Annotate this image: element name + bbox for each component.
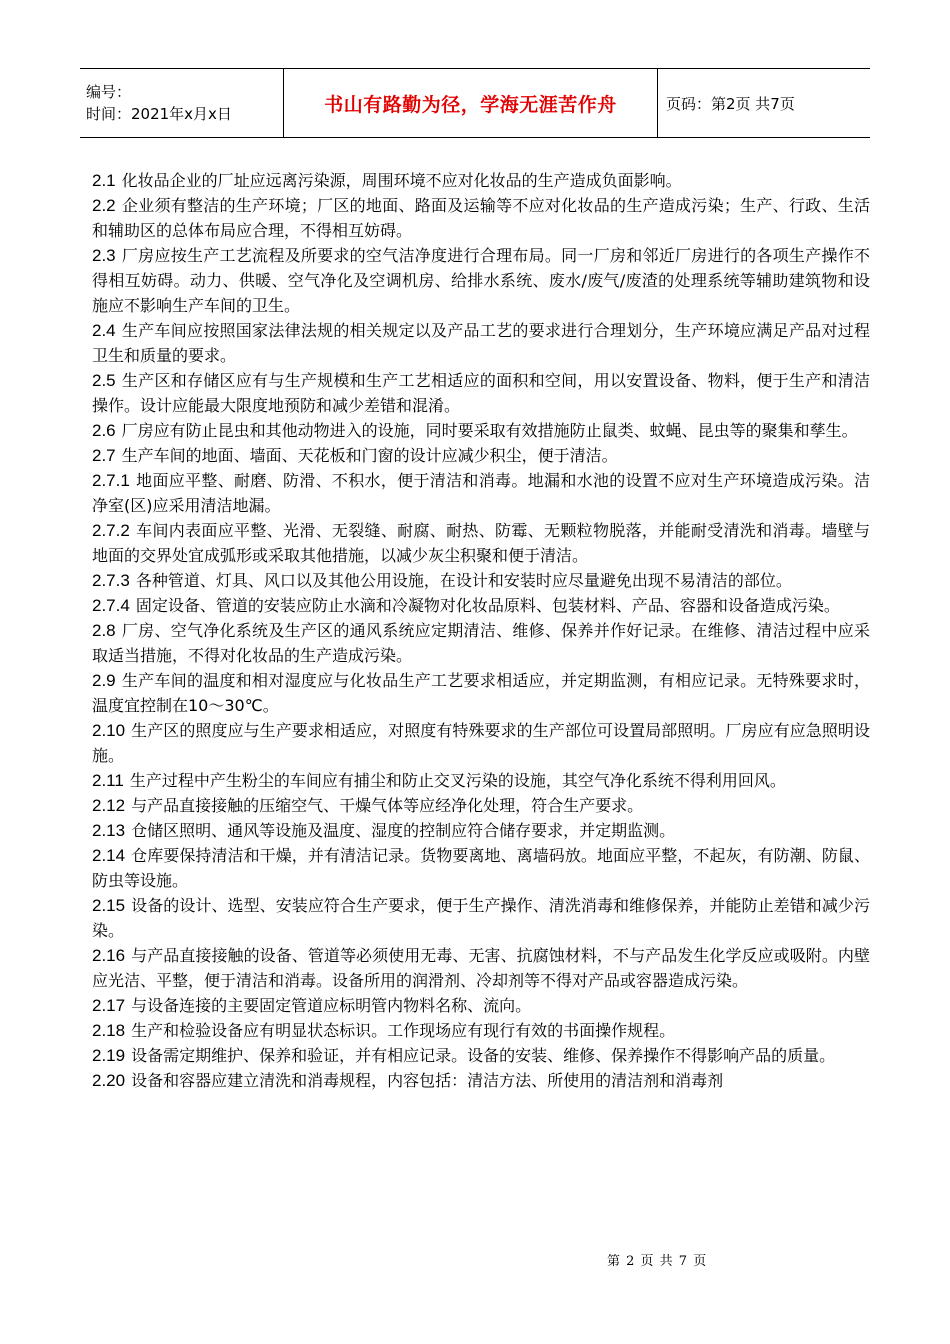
clause bbox=[92, 418, 870, 443]
clause-text: 厂房、空气净化系统及生产区的通风系统应定期清洁、维修、保养并作好记录。在维修、清洁过程中应采取适当措施，不得对化妆品的生产造成污染。 bbox=[92, 621, 870, 665]
clause-number: 2.10 bbox=[92, 721, 126, 740]
clause-text: 化妆品企业的厂址应远离污染源，周围环境不应对化妆品的生产造成负面影响。 bbox=[121, 171, 682, 190]
clause-number: 2.18 bbox=[92, 1021, 126, 1040]
clause-number: 2.8 bbox=[92, 621, 116, 640]
clause-text: 生产区和存储区应有与生产规模和生产工艺相适应的面积和空间，用以安置设备、物料，便于生产和清洁操作。设计应能最大限度地预防和减少差错和混淆。 bbox=[92, 371, 870, 415]
clause-number: 2.1 bbox=[92, 171, 116, 190]
clause-number: 2.2 bbox=[92, 196, 116, 215]
page-header bbox=[80, 68, 870, 138]
clause-number: 2.4 bbox=[92, 321, 116, 340]
clause-number: 2.19 bbox=[92, 1046, 126, 1065]
clause-text: 生产和检验设备应有明显状态标识。工作现场应有现行有效的书面操作规程。 bbox=[131, 1021, 676, 1040]
clause-number: 2.7.3 bbox=[92, 571, 130, 590]
clause bbox=[92, 718, 870, 768]
clause bbox=[92, 193, 870, 243]
clause-number: 2.3 bbox=[92, 246, 116, 265]
clause bbox=[92, 793, 870, 818]
clause-text: 车间内表面应平整、光滑、无裂缝、耐腐、耐热、防霉、无颗粒物脱落，并能耐受清洗和消毒。墙壁与地面的交界处宜成弧形或采取其他措施，以减少灰尘积聚和便于清洁。 bbox=[92, 521, 870, 565]
document-body bbox=[92, 168, 870, 1093]
clause bbox=[92, 993, 870, 1018]
clause-text: 厂房应有防止昆虫和其他动物进入的设施，同时要采取有效措施防止鼠类、蚊蝇、昆虫等的聚集和孳生。 bbox=[121, 421, 858, 440]
clause-number: 2.17 bbox=[92, 996, 126, 1015]
header-page-cell bbox=[658, 69, 870, 137]
clause-text: 设备和容器应建立清洗和消毒规程，内容包括：清洁方法、所使用的清洁剂和消毒剂 bbox=[131, 1071, 724, 1090]
clause-number: 2.6 bbox=[92, 421, 116, 440]
clause bbox=[92, 768, 870, 793]
clause-number: 2.11 bbox=[92, 771, 124, 790]
clause-text: 仓储区照明、通风等设施及温度、湿度的控制应符合储存要求，并定期监测。 bbox=[131, 821, 676, 840]
clause bbox=[92, 668, 870, 718]
clause-text: 企业须有整洁的生产环境；厂区的地面、路面及运输等不应对化妆品的生产造成污染；生产、行政、生活和辅助区的总体布局应合理，不得相互妨碍。 bbox=[92, 196, 870, 240]
clause-number: 2.7.1 bbox=[92, 471, 130, 490]
clause-text: 厂房应按生产工艺流程及所要求的空气洁净度进行合理布局。同一厂房和邻近厂房进行的各项生产操作不得相互妨碍。动力、供暖、空气净化及空调机房、给排水系统、废水/废气/废渣的处理系统等辅助建筑物和设施应不影响生产车间的卫生。 bbox=[92, 246, 870, 315]
clause-text: 生产过程中产生粉尘的车间应有捕尘和防止交叉污染的设施，其空气净化系统不得利用回风。 bbox=[129, 771, 786, 790]
clause bbox=[92, 368, 870, 418]
document-date: 时间：2021年x月x日 bbox=[86, 105, 232, 123]
page-footer: 第 2 页 共 7 页 bbox=[607, 1254, 708, 1269]
clause bbox=[92, 843, 870, 893]
clause bbox=[92, 818, 870, 843]
motto: 书山有路勤为径，学海无涯苦作舟 bbox=[324, 93, 617, 116]
clause bbox=[92, 318, 870, 368]
clause-text: 与产品直接接触的设备、管道等必须使用无毒、无害、抗腐蚀材料，不与产品发生化学反应或吸附。内壁应光洁、平整，便于清洁和消毒。设备所用的润滑剂、冷却剂等不得对产品或容器造成污染。 bbox=[92, 946, 870, 990]
clause-text: 生产车间的地面、墙面、天花板和门窗的设计应减少积尘，便于清洁。 bbox=[121, 446, 618, 465]
clause-text: 各种管道、灯具、风口以及其他公用设施，在设计和安装时应尽量避免出现不易清洁的部位。 bbox=[135, 571, 792, 590]
clause bbox=[92, 568, 870, 593]
document-number: 编号： bbox=[86, 83, 132, 101]
clause-number: 2.7 bbox=[92, 446, 116, 465]
clause-number: 2.5 bbox=[92, 371, 116, 390]
clause-number: 2.16 bbox=[92, 946, 126, 965]
clause bbox=[92, 243, 870, 318]
clause-number: 2.20 bbox=[92, 1071, 126, 1090]
page-number: 页码：第2页 共7页 bbox=[666, 94, 795, 113]
clause bbox=[92, 593, 870, 618]
clause-text: 与设备连接的主要固定管道应标明管内物料名称、流向。 bbox=[131, 996, 532, 1015]
clause bbox=[92, 518, 870, 568]
clause bbox=[92, 168, 870, 193]
clause-number: 2.13 bbox=[92, 821, 126, 840]
header-motto-cell bbox=[284, 69, 658, 137]
clause-text: 设备的设计、选型、安装应符合生产要求，便于生产操作、清洗消毒和维修保养，并能防止差错和减少污染。 bbox=[92, 896, 870, 940]
clause-number: 2.7.4 bbox=[92, 596, 130, 615]
clause bbox=[92, 1043, 870, 1068]
clause-number: 2.14 bbox=[92, 846, 126, 865]
clause bbox=[92, 468, 870, 518]
clause bbox=[92, 943, 870, 993]
clause bbox=[92, 1068, 870, 1093]
clause-number: 2.9 bbox=[92, 671, 116, 690]
clause bbox=[92, 443, 870, 468]
clause-number: 2.15 bbox=[92, 896, 126, 915]
header-info bbox=[80, 69, 284, 137]
clause-text: 生产车间的温度和相对湿度应与化妆品生产工艺要求相适应，并定期监测，有相应记录。无特殊要求时，温度宜控制在10～30℃。 bbox=[92, 671, 870, 715]
clause-number: 2.12 bbox=[92, 796, 126, 815]
clause-text: 地面应平整、耐磨、防滑、不积水，便于清洁和消毒。地漏和水池的设置不应对生产环境造成污染。洁净室(区)应采用清洁地漏。 bbox=[92, 471, 870, 515]
clause bbox=[92, 618, 870, 668]
clause-text: 设备需定期维护、保养和验证，并有相应记录。设备的安装、维修、保养操作不得影响产品的质量。 bbox=[131, 1046, 836, 1065]
clause bbox=[92, 1018, 870, 1043]
clause-number: 2.7.2 bbox=[92, 521, 130, 540]
clause-text: 仓库要保持清洁和干燥，并有清洁记录。货物要离地、离墙码放。地面应平整，不起灰，有防潮、防鼠、防虫等设施。 bbox=[92, 846, 870, 890]
clause-text: 与产品直接接触的压缩空气、干燥气体等应经净化处理，符合生产要求。 bbox=[131, 796, 644, 815]
clause-text: 生产区的照度应与生产要求相适应，对照度有特殊要求的生产部位可设置局部照明。厂房应有应急照明设施。 bbox=[92, 721, 870, 765]
clause bbox=[92, 893, 870, 943]
clause-text: 生产车间应按照国家法律法规的相关规定以及产品工艺的要求进行合理划分，生产环境应满足产品对过程卫生和质量的要求。 bbox=[92, 321, 870, 365]
clause-text: 固定设备、管道的安装应防止水滴和冷凝物对化妆品原料、包装材料、产品、容器和设备造成污染。 bbox=[135, 596, 840, 615]
